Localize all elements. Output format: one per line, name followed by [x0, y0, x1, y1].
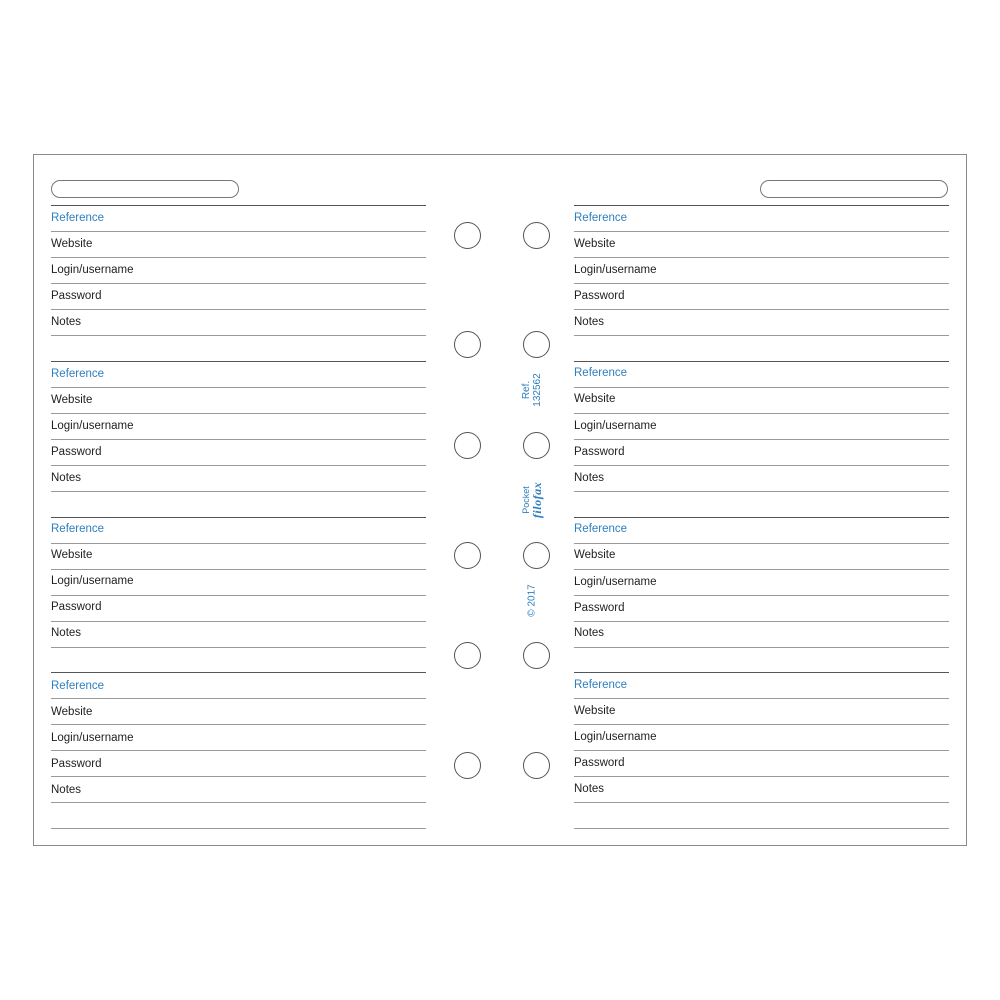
- spine-brand: [521, 470, 543, 530]
- entry-rule: [51, 647, 426, 648]
- entry-rule: [51, 672, 426, 673]
- website-label: Website: [574, 705, 616, 717]
- punch-hole: [454, 542, 481, 569]
- notes-label: Notes: [574, 316, 605, 328]
- right-page: [574, 155, 949, 847]
- entry-block: [574, 517, 949, 673]
- entry-rule: [574, 231, 949, 232]
- entry-rule: [51, 543, 426, 544]
- reference-label: Reference: [574, 523, 628, 535]
- entry-rule: [51, 698, 426, 699]
- entry-rule: [51, 309, 426, 310]
- entry-rule: [51, 802, 426, 803]
- entry-block: [51, 205, 426, 361]
- entry-rule: [574, 621, 949, 622]
- reference-label: Reference: [574, 367, 628, 379]
- login-label: Login/username: [574, 264, 657, 276]
- reference-label: Reference: [51, 680, 105, 692]
- entry-rule: [574, 724, 949, 725]
- punch-hole: [523, 542, 550, 569]
- spine-size-label: Pocket: [521, 486, 531, 514]
- entry-rule: [51, 231, 426, 232]
- entry-rule: [51, 387, 426, 388]
- entry-rule: [574, 387, 949, 388]
- notes-label: Notes: [51, 784, 82, 796]
- entry-rule: [51, 491, 426, 492]
- entry-block: [51, 672, 426, 828]
- website-label: Website: [51, 549, 93, 561]
- password-label: Password: [51, 758, 102, 770]
- entry-block: [574, 361, 949, 517]
- entry-rule: [574, 543, 949, 544]
- entry-rule: [51, 750, 426, 751]
- spine-ref-label: Ref.: [521, 380, 532, 400]
- entry-rule: [574, 595, 949, 596]
- entry-rule: [574, 776, 949, 777]
- login-label: Login/username: [51, 420, 134, 432]
- website-label: Website: [574, 549, 616, 561]
- entry-rule: [574, 257, 949, 258]
- login-label: Login/username: [574, 576, 657, 588]
- spine-copyright: © 2017: [526, 584, 538, 617]
- entry-rule: [574, 439, 949, 440]
- entry-rule: [51, 569, 426, 570]
- punch-hole: [454, 222, 481, 249]
- website-label: Website: [51, 394, 93, 406]
- left-page: [51, 155, 426, 847]
- login-label: Login/username: [51, 732, 134, 744]
- spine-ref-number: 132562: [532, 373, 543, 407]
- punch-hole: [454, 642, 481, 669]
- entry-rule: [574, 750, 949, 751]
- entry-block: [574, 205, 949, 361]
- entry-rule: [574, 672, 949, 673]
- spine-reference-code: [521, 360, 543, 420]
- password-label: Password: [574, 757, 625, 769]
- website-label: Website: [574, 238, 616, 250]
- entry-rule: [574, 335, 949, 336]
- entry-rule: [574, 205, 949, 206]
- punch-hole: [454, 331, 481, 358]
- entry-rule: [574, 802, 949, 803]
- entry-block: [51, 517, 426, 673]
- punch-hole: [454, 432, 481, 459]
- website-label: Website: [574, 393, 616, 405]
- reference-label: Reference: [574, 212, 628, 224]
- entry-rule: [574, 517, 949, 518]
- password-label: Password: [574, 446, 625, 458]
- punch-hole: [523, 331, 550, 358]
- entry-rule: [51, 205, 426, 206]
- reference-label: Reference: [51, 368, 105, 380]
- entry-block: [574, 672, 949, 828]
- punch-hole: [523, 432, 550, 459]
- entry-rule: [51, 517, 426, 518]
- entry-rule: [574, 491, 949, 492]
- login-label: Login/username: [51, 264, 134, 276]
- entry-rule: [51, 335, 426, 336]
- entry-rule: [574, 309, 949, 310]
- reference-label: Reference: [51, 212, 105, 224]
- entry-rule: [51, 828, 426, 829]
- entry-rule: [51, 257, 426, 258]
- notes-label: Notes: [574, 783, 605, 795]
- entry-rule: [574, 361, 949, 362]
- notes-label: Notes: [51, 316, 82, 328]
- entry-rule: [51, 776, 426, 777]
- notes-label: Notes: [574, 472, 605, 484]
- entry-rule: [574, 647, 949, 648]
- punch-hole: [523, 752, 550, 779]
- notes-label: Notes: [574, 627, 605, 639]
- website-label: Website: [51, 238, 93, 250]
- punch-hole: [454, 752, 481, 779]
- entry-rule: [574, 698, 949, 699]
- entry-rule: [574, 569, 949, 570]
- website-label: Website: [51, 706, 93, 718]
- entry-rule: [51, 595, 426, 596]
- entry-rule: [51, 465, 426, 466]
- login-label: Login/username: [51, 575, 134, 587]
- entry-rule: [574, 465, 949, 466]
- notes-label: Notes: [51, 472, 82, 484]
- entry-rule: [51, 724, 426, 725]
- reference-label: Reference: [51, 523, 105, 535]
- entry-rule: [51, 283, 426, 284]
- notes-label: Notes: [51, 627, 82, 639]
- punch-hole: [523, 222, 550, 249]
- password-label: Password: [574, 602, 625, 614]
- filofax-logo: filofax: [530, 481, 544, 519]
- punch-hole: [523, 642, 550, 669]
- login-label: Login/username: [574, 420, 657, 432]
- password-label: Password: [51, 446, 102, 458]
- password-label: Password: [574, 290, 625, 302]
- entry-rule: [51, 439, 426, 440]
- entry-rule: [51, 621, 426, 622]
- entry-rule: [51, 413, 426, 414]
- password-label: Password: [51, 601, 102, 613]
- organiser-insert-sheet: [33, 154, 967, 846]
- password-label: Password: [51, 290, 102, 302]
- entry-block: [51, 361, 426, 517]
- entry-rule: [51, 361, 426, 362]
- entry-rule: [574, 413, 949, 414]
- entry-rule: [574, 828, 949, 829]
- reference-label: Reference: [574, 679, 628, 691]
- login-label: Login/username: [574, 731, 657, 743]
- entry-rule: [574, 283, 949, 284]
